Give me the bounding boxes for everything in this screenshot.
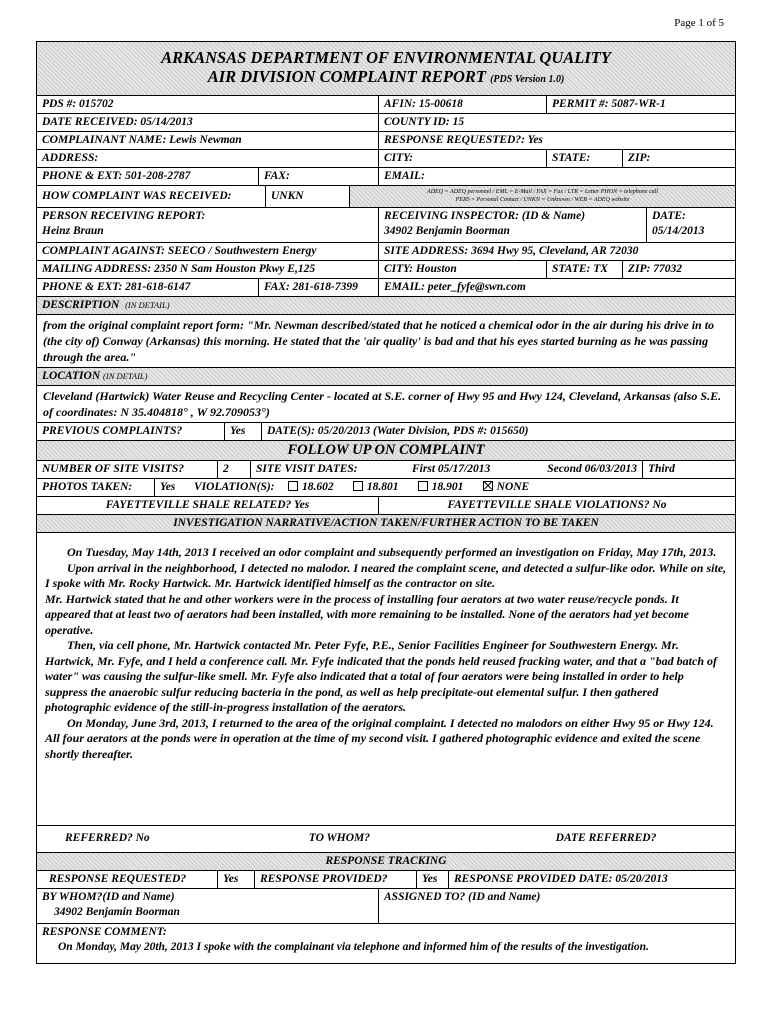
tracking-heading [37, 852, 735, 870]
how-received-label: HOW COMPLAINT WAS RECEIVED: [42, 190, 232, 202]
pds-number: PDS #: 015702 [42, 98, 114, 110]
violation-18-901-label: 18.901 [431, 481, 464, 493]
receiving-date [646, 208, 735, 242]
tracking-provided-date: RESPONSE PROVIDED DATE: 05/20/2013 [448, 871, 735, 888]
photos-label: PHOTOS TAKEN: [42, 481, 133, 493]
follow-up-heading [37, 440, 735, 460]
respondent-state: STATE: TX [546, 261, 622, 278]
ids-row [37, 95, 735, 113]
method-legend-line-1: ADEQ = ADEQ personnel / EML = E-Mail / FAX = Fax / LTR = Letter PHON = telephone call [427, 189, 658, 195]
date-received: DATE RECEIVED: 05/14/2013 [42, 116, 193, 128]
complainant-city: CITY: [378, 150, 546, 167]
previous-complaints-value: Yes [224, 423, 261, 440]
complainant-name: COMPLAINANT NAME: Lewis Newman [42, 134, 242, 146]
complainant-address: ADDRESS: [42, 152, 99, 164]
report-subtitle [208, 67, 565, 89]
report-subtitle-text: AIR DIVISION COMPLAINT REPORT [207, 67, 486, 86]
receiving-inspector [378, 208, 646, 242]
complainant-phone: PHONE & EXT: 501-208-2787 [42, 170, 191, 182]
description-label: DESCRIPTION [42, 299, 120, 311]
site-visits-value: 2 [217, 461, 250, 478]
site-address: SITE ADDRESS: 3694 Hwy 95, Cleveland, AR 72030 [378, 243, 735, 260]
location-heading [37, 367, 735, 385]
complainant-phone-row [37, 167, 735, 185]
narrative-text [37, 533, 735, 825]
respondent-email: EMAIL: peter_fyfe@swn.com [378, 279, 735, 296]
violations-group [189, 479, 735, 496]
tracking-response-requested: RESPONSE REQUESTED? [49, 873, 187, 885]
description-heading-text [37, 297, 735, 314]
to-whom: TO WHOM? [308, 832, 370, 844]
report-title-block [37, 42, 735, 95]
follow-up-heading-text: FOLLOW UP ON COMPLAINT [287, 442, 485, 458]
afin: AFIN: 15-00618 [378, 96, 546, 113]
complainant-email: EMAIL: [378, 168, 735, 185]
date-row [37, 113, 735, 131]
description-text: from the original complaint report form: "Mr. Newman described/stated that he noticed a chemical odor in the air during his drive in to (the city of) Conway (Arkansas) this morning. He stated that the 'air quality' is bad and that his eyes started burning as he was passing through the area." [43, 318, 715, 364]
receiving-date-label: DATE: [652, 210, 686, 222]
receiving-inspector-label: RECEIVING INSPECTOR: (ID & Name) [384, 210, 586, 222]
photos-value: Yes [154, 479, 189, 496]
location-heading-text [37, 368, 735, 385]
complainant-name-row [37, 131, 735, 149]
method-legend-line-2: PERS = Personal Contact / UNKN = Unknown / WEB = ADEQ website [455, 197, 630, 203]
violation-none-label: NONE [496, 481, 530, 493]
receiving-date-value: 05/14/2013 [652, 225, 705, 237]
narrative-paragraph-4: Then, via cell phone, Mr. Hartwick contacted Mr. Peter Fyfe, P.E., Senior Facilities Engineer for Southwestern Energy. Mr. Hartwick, Mr. Fyfe, and I held a conference call. Mr. Fyfe indicated that the ponds held reused fracking water, and that a "bad batch of water" was causing the sulfur-like smell. Mr. Fyfe also indicated that a total of four aerators were being installed in order to help suppress the anaerobic sulfur reducing bacteria in the pond, as well as help precipitate-out elemental sulfur. I then gathered photographic evidence of the still-in-progress installation of the aerators. [45, 638, 718, 714]
shale-related: FAYETTEVILLE SHALE RELATED? Yes [105, 499, 310, 511]
narrative-heading [37, 514, 735, 532]
checkbox-18-901[interactable] [418, 481, 428, 491]
third-visit-date: Third [642, 461, 735, 478]
tracking-response-requested-value: Yes [217, 871, 254, 888]
person-receiving-label: PERSON RECEIVING REPORT: [42, 210, 206, 222]
location-text: Cleveland (Hartwick) Water Reuse and Recycling Center - located at S.E. corner of Hwy 95 and Hwy 124, Cleveland, Arkansas (also S.E. of coordinates: N 35.404818° , W 92.709053°) [43, 389, 722, 419]
checkbox-18-801[interactable] [353, 481, 363, 491]
narrative-paragraph-5: On Monday, June 3rd, 2013, I returned to the area of the original complaint. I detected no malodors on either Hwy 95 or Hwy 124. All four aerators at the ponds were in operation at the time of my second visit. I gathered photographic evidence and exited the scene shortly thereafter. [45, 715, 714, 761]
receiving-row [37, 207, 735, 242]
previous-complaints-row [37, 422, 735, 440]
complaint-against-row [37, 242, 735, 260]
by-whom-value: 34902 Benjamin Boorman [54, 906, 180, 918]
previous-complaints-label: PREVIOUS COMPLAINTS? [42, 425, 183, 437]
location-body [37, 385, 735, 422]
site-visits-row [37, 460, 735, 478]
county-id: COUNTY ID: 15 [378, 114, 735, 131]
narrative-paragraph-1: On Tuesday, May 14th, 2013 I received an odor complaint and subsequently performed an investigation on Friday, May 17th, 2013. [67, 545, 717, 559]
mailing-address-row [37, 260, 735, 278]
page-indicator: Page 1 of 5 [674, 17, 724, 29]
narrative-body [37, 532, 735, 825]
complaint-against: COMPLAINT AGAINST: SEECO / Southwestern Energy [42, 245, 317, 257]
by-whom-row [37, 888, 735, 923]
person-receiving [37, 208, 378, 242]
method-legend [349, 186, 735, 207]
respondent-zip: ZIP: 77032 [622, 261, 735, 278]
referral-row [37, 825, 735, 852]
description-label-note: (IN DETAIL) [125, 300, 170, 310]
description-heading [37, 296, 735, 314]
shale-row [37, 496, 735, 514]
response-comment [37, 924, 735, 963]
date-referred: DATE REFERRED? [555, 832, 657, 844]
tracking-heading-text: RESPONSE TRACKING [325, 855, 447, 867]
location-label-note: (IN DETAIL) [103, 371, 148, 381]
by-whom [37, 889, 378, 923]
by-whom-label: BY WHOM?(ID and Name) [42, 891, 175, 903]
response-comment-label: RESPONSE COMMENT: [42, 926, 167, 938]
respondent-phone-row [37, 278, 735, 296]
second-visit-date: Second 06/03/2013 [547, 463, 637, 475]
complainant-zip: ZIP: [622, 150, 735, 167]
complainant-fax: FAX: [258, 168, 378, 185]
response-comment-text: On Monday, May 20th, 2013 I spoke with the complainant via telephone and informed him of the results of the investigation. [58, 941, 649, 953]
description-body [37, 314, 735, 367]
narrative-paragraph-3: Mr. Hartwick stated that he and other workers were in the process of installing four aerators at two water reuse/recycle ponds. It appeared that at least two of aerators had been installed, with more remaining to be installed. None of the aerators had yet become operative. [45, 591, 689, 637]
tracking-response-provided-value: Yes [416, 871, 448, 888]
respondent-fax: FAX: 281-618-7399 [258, 279, 378, 296]
violation-18-602-label: 18.602 [302, 481, 334, 493]
narrative-paragraph-2: Upon arrival in the neighborhood, I detected no malodor. I neared the complaint scene, and detected a sulfur-like odor. While on site, I spoke with Mr. Rocky Hartwick. Mr. Hartwick identified himself as the contractor on site. [45, 560, 727, 590]
complaint-report-form [36, 41, 736, 964]
shale-violations: FAYETTEVILLE SHALE VIOLATIONS? No [378, 497, 735, 514]
response-requested: RESPONSE REQUESTED?: Yes [378, 132, 735, 149]
site-visit-dates-label: SITE VISIT DATES: [250, 461, 407, 478]
respondent-city: CITY: Houston [378, 261, 546, 278]
location-label: LOCATION [42, 370, 101, 382]
checkbox-none-checked[interactable] [483, 481, 493, 491]
version-note: (PDS Version 1.0) [490, 74, 565, 85]
mailing-address: MAILING ADDRESS: 2350 N Sam Houston Pkwy E,125 [42, 263, 316, 275]
violation-18-801-label: 18.801 [366, 481, 399, 493]
how-received-row [37, 185, 735, 207]
response-row [37, 870, 735, 888]
permit-number: PERMIT #: 5087-WR-1 [546, 96, 735, 113]
assigned-to: ASSIGNED TO? (ID and Name) [378, 889, 735, 923]
complainant-state: STATE: [546, 150, 622, 167]
previous-complaints-dates: DATE(S): 05/20/2013 (Water Division, PDS #: 015650) [261, 423, 735, 440]
department-title: ARKANSAS DEPARTMENT OF ENVIRONMENTAL QUALITY [161, 48, 611, 67]
violations-label: VIOLATION(S): [194, 481, 275, 493]
narrative-heading-text: INVESTIGATION NARRATIVE/ACTION TAKEN/FURTHER ACTION TO BE TAKEN [173, 517, 599, 529]
site-visits-label: NUMBER OF SITE VISITS? [42, 463, 184, 475]
how-received-value: UNKN [265, 186, 349, 207]
tracking-response-provided: RESPONSE PROVIDED? [254, 871, 416, 888]
complainant-address-row [37, 149, 735, 167]
person-receiving-value: Heinz Braun [42, 225, 104, 237]
checkbox-18-602[interactable] [288, 481, 298, 491]
receiving-inspector-value: 34902 Benjamin Boorman [384, 225, 510, 237]
referred: REFERRED? No [65, 832, 150, 844]
respondent-phone: PHONE & EXT: 281-618-6147 [42, 281, 191, 293]
photos-violations-row [37, 478, 735, 496]
response-comment-row [37, 923, 735, 963]
first-visit-date: First 05/17/2013 [412, 463, 491, 475]
